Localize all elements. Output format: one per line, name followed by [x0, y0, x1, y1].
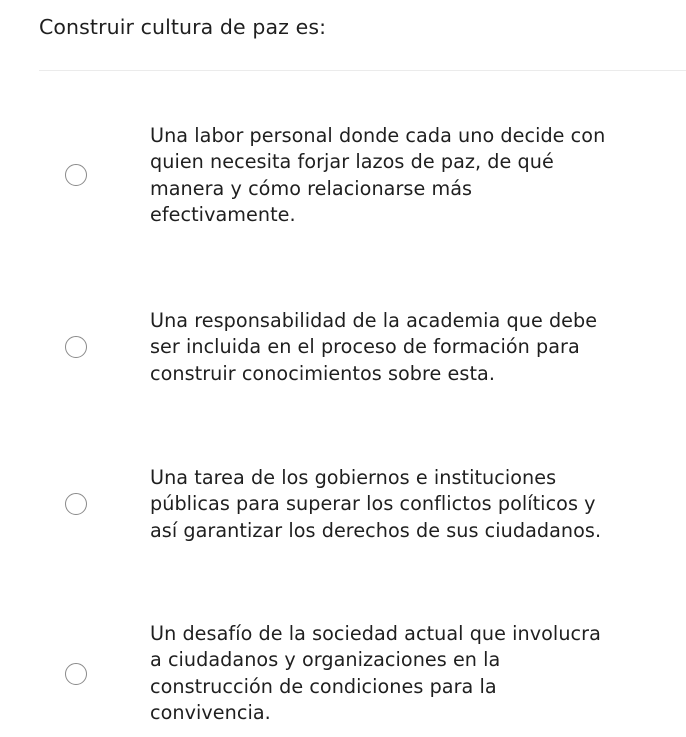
answer-option-1-line-4: efectivamente.	[150, 202, 296, 226]
answer-option-1-line-3: manera y cómo relacionarse más	[150, 176, 473, 200]
question-divider	[39, 70, 686, 71]
answer-option-1[interactable]	[0, 123, 686, 228]
answer-option-2-line-3: construir conocimientos sobre esta.	[150, 361, 495, 385]
radio-button-1[interactable]	[65, 164, 87, 186]
radio-button-4[interactable]	[65, 663, 87, 685]
answer-option-1-text	[150, 123, 660, 228]
answer-option-1-line-2: quien necesita forjar lazos de paz, de qué	[150, 150, 554, 174]
answer-option-2[interactable]	[0, 308, 686, 387]
answer-option-3-line-1: Una tarea de los gobiernos e instituciones	[150, 466, 557, 490]
answer-option-2-text	[150, 308, 660, 387]
answer-option-4-line-2: a ciudadanos y organizaciones en la	[150, 648, 501, 672]
answer-option-3[interactable]	[0, 465, 686, 544]
answer-option-3-line-3: así garantizar los derechos de sus ciudadanos.	[150, 518, 602, 542]
answer-option-4-line-4: convivencia.	[150, 700, 271, 724]
radio-button-3[interactable]	[65, 493, 87, 515]
answer-option-3-line-2: públicas para superar los conflictos políticos y	[150, 492, 596, 516]
answer-option-2-line-2: ser incluida en el proceso de formación para	[150, 335, 580, 359]
question-title: Construir cultura de paz es:	[39, 15, 327, 39]
radio-button-2[interactable]	[65, 336, 87, 358]
answer-option-4[interactable]	[0, 621, 686, 726]
answer-option-4-line-1: Un desafío de la sociedad actual que involucra	[150, 622, 601, 646]
answer-option-3-text	[150, 465, 660, 544]
answer-option-2-line-1: Una responsabilidad de la academia que debe	[150, 309, 598, 333]
answer-option-1-line-1: Una labor personal donde cada uno decide con	[150, 124, 606, 148]
answer-option-4-line-3: construcción de condiciones para la	[150, 674, 497, 698]
answer-option-4-text	[150, 621, 660, 726]
